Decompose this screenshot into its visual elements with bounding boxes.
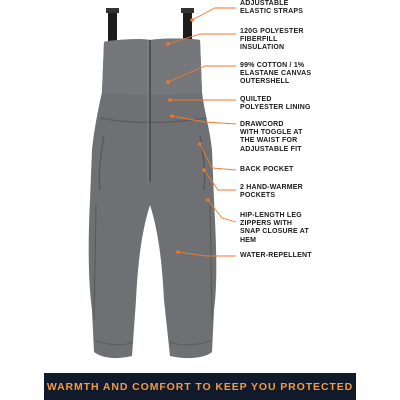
feature-label-back-pocket: BACK POCKET (240, 166, 294, 173)
feature-label-leg-zippers: HIP-LENGTH LEG ZIPPERS WITH SNAP CLOSURE AT HEM (240, 212, 309, 244)
feature-label-drawcord: DRAWCORD WITH TOGGLE AT THE WAIST FOR ADJUSTABLE FIT (240, 121, 303, 153)
feature-label-insulation: 120G POLYESTER FIBERFILL INSULATION (240, 28, 304, 52)
feature-label-elastic-straps: ADJUSTABLE ELASTIC STRAPS (240, 0, 304, 16)
feature-label-lining: QUILTED POLYESTER LINING (240, 96, 311, 112)
feature-label-water-repellent: WATER-REPELLENT (240, 252, 312, 259)
tagline-text: WARMTH AND COMFORT TO KEEP YOU PROTECTED (46, 380, 354, 393)
feature-label-hand-warmer: 2 HAND-WARMER POCKETS (240, 184, 303, 200)
bib-top-panel (102, 39, 202, 96)
tagline-banner (44, 373, 356, 400)
feature-label-outershell: 99% COTTON / 1% ELASTANE CANVAS OUTERSHELL (240, 62, 312, 86)
